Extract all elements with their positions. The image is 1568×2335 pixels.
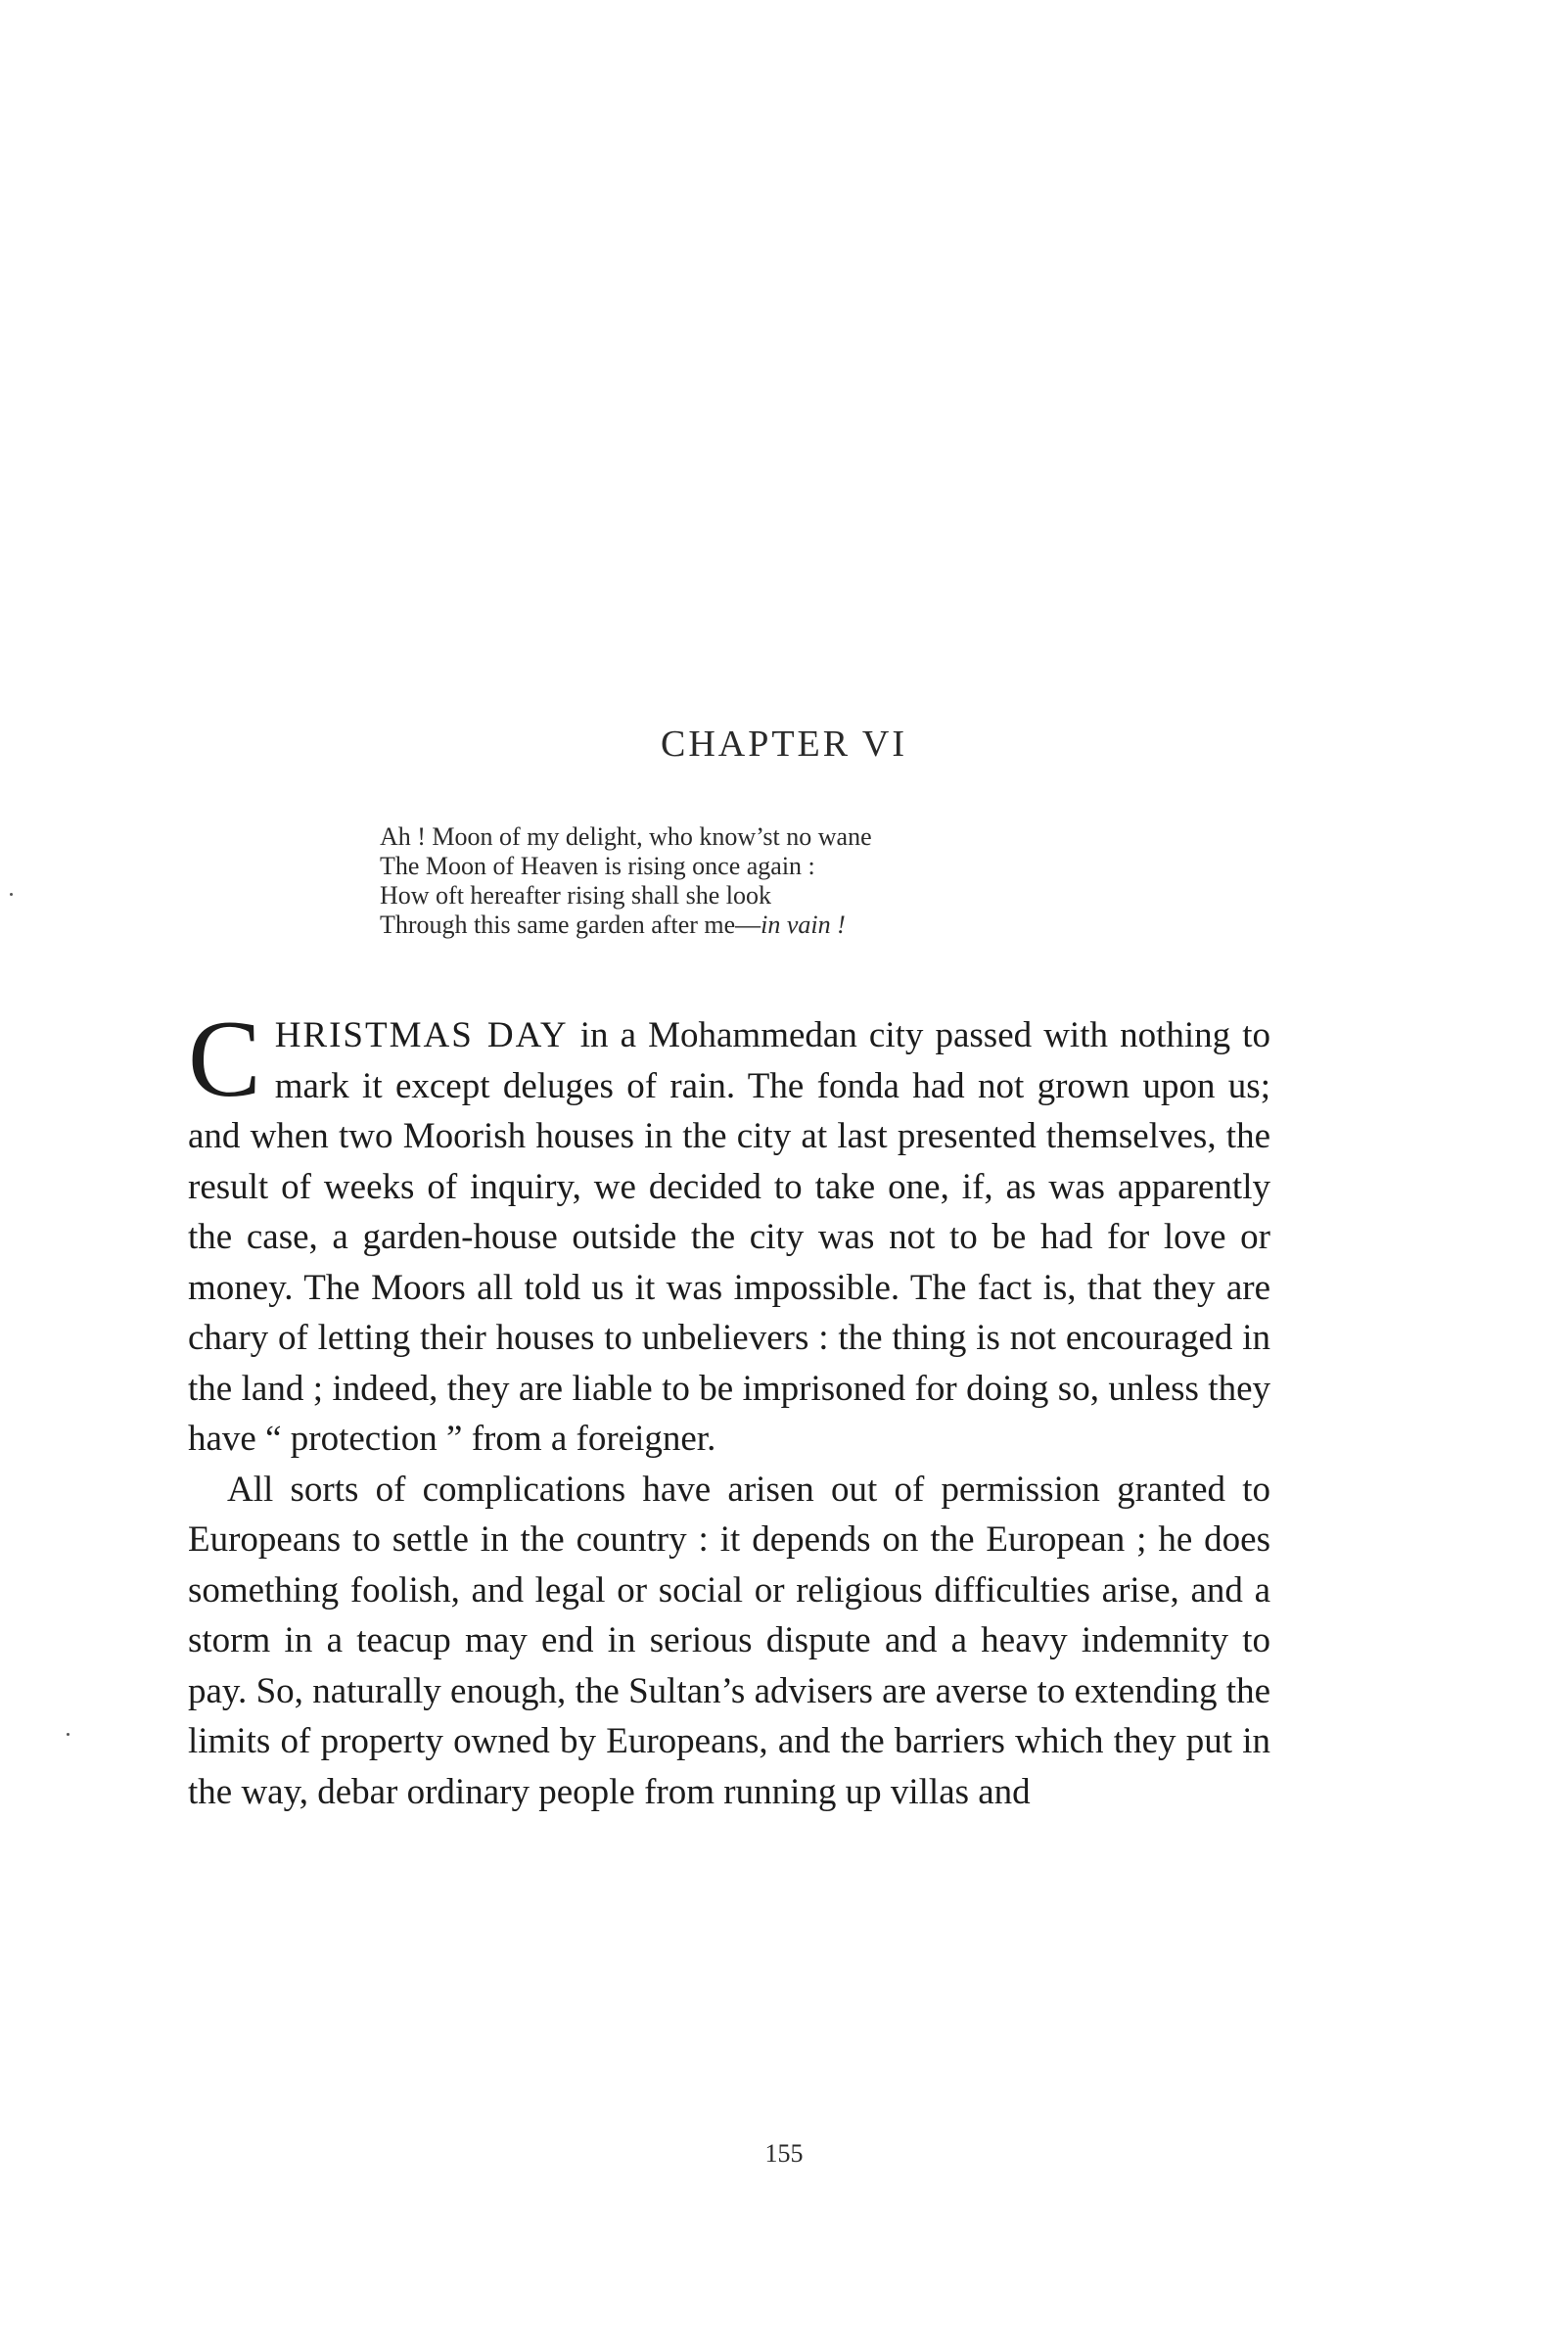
body-text (188, 999, 1270, 1817)
paragraph-2: All sorts of complications have arisen out of permission granted to Europeans to settle in the country : it depends on the European ; he does something foolish, and legal or social or religious difficulties arise, and a storm in a teacup may end in serious dispute and a heavy indemnity to pay. So, naturally enough, the Sultan’s advisers are averse to extending the limits of property owned by Europeans, and the barriers which they put in the way, debar ordinary people from running up villas and (188, 1469, 1270, 1812)
page-number: 155 (764, 2139, 804, 2168)
epigraph-emphasis: in vain ! (761, 911, 846, 939)
epigraph-line-3: How oft hereafter rising shall she look (380, 881, 772, 910)
epigraph (380, 822, 1163, 940)
epigraph-line-1: Ah ! Moon of my delight, who know’st no wane (380, 822, 872, 851)
epigraph-line-4-text: Through this same garden after me— (380, 911, 761, 939)
epigraph-line-2: The Moon of Heaven is rising once again : (380, 852, 815, 880)
paragraph-1-text: in a Mohammedan city passed with nothing to mark it except deluges of rain. The fonda had not grown upon us; and when two Moorish houses in the city at last presented themselves, the result of weeks of inquiry, we decided to take one, if, as was apparently the case, a garden-house outside the city was not to be had for love or money. The Moors all told us it was impossible. The fact is, that they are chary of letting their houses to unbelievers : the thing is not encouraged in the land ; indeed, they are liable to be imprisoned for doing so, unless they have “ protection ” from a foreigner. (188, 1015, 1270, 1459)
chapter-title: CHAPTER VI (660, 724, 908, 765)
scan-speck (10, 893, 13, 896)
paragraph-1 (188, 999, 1270, 1465)
epigraph-line-4 (380, 911, 1163, 940)
drop-cap: C (188, 999, 261, 1120)
paragraph-1-lead: HRISTMAS DAY (274, 1015, 569, 1055)
scan-speck (67, 1733, 69, 1736)
